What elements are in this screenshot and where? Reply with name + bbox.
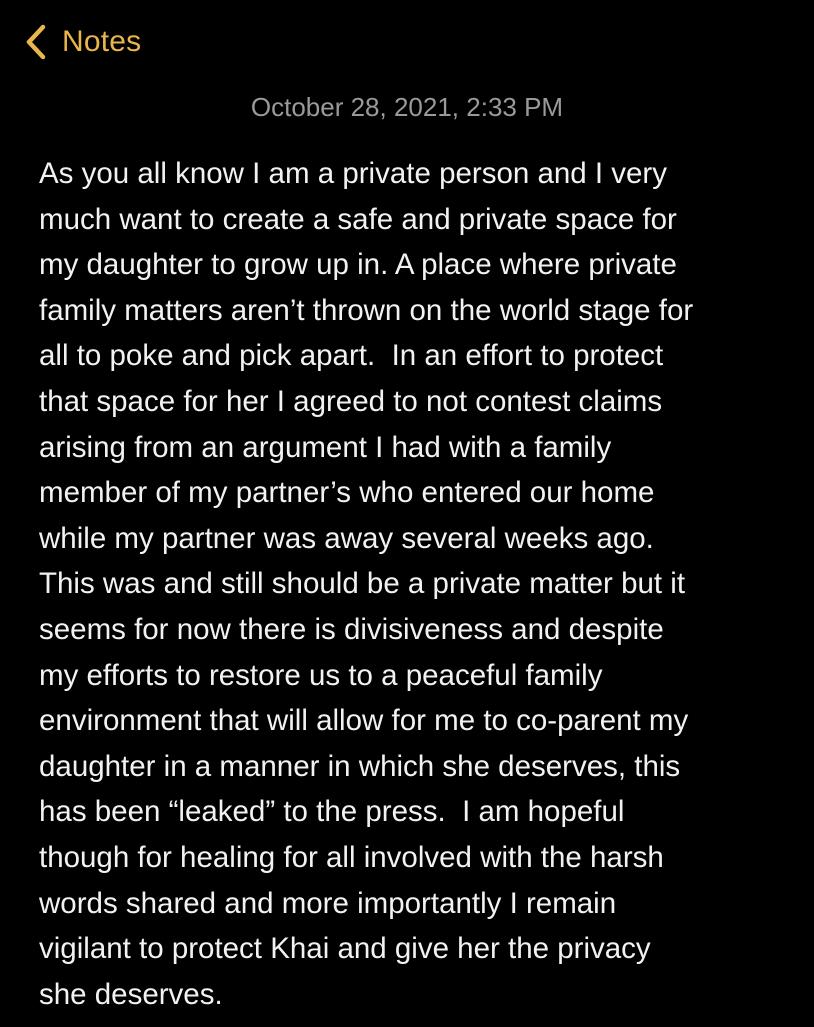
back-button-label: Notes — [62, 25, 142, 58]
note-line: vigilant to protect Khai and give her the privacy — [39, 932, 651, 966]
note-line: that space for her I agreed to not contest claims — [39, 384, 663, 418]
note-line: environment that will allow for me to co-parent my — [39, 704, 689, 738]
note-line: This was and still should be a private matter but it — [39, 567, 686, 601]
note-line: much want to create a safe and private space for — [39, 202, 677, 236]
note-line: my daughter to grow up in. A place where private — [39, 248, 677, 282]
navigation-bar — [0, 0, 814, 84]
note-line: family matters aren’t thrown on the world stage for — [39, 293, 694, 327]
note-line: all to poke and pick apart. In an effort to protect — [39, 339, 664, 373]
note-line: my efforts to restore us to a peaceful family — [39, 658, 603, 692]
note-line: while my partner was away several weeks ago. — [39, 521, 654, 555]
note-line: daughter in a manner in which she deserves, this — [39, 749, 681, 783]
note-line: has been “leaked” to the press. I am hopeful — [39, 795, 625, 829]
note-timestamp: October 28, 2021, 2:33 PM — [250, 92, 564, 122]
note-line: words shared and more importantly I remain — [39, 886, 617, 920]
note-line: seems for now there is divisiveness and despite — [39, 612, 664, 646]
chevron-left-icon — [22, 22, 50, 62]
note-line: As you all know I am a private person and I very — [39, 157, 667, 190]
note-line: member of my partner’s who entered our home — [39, 476, 655, 510]
note-line: she deserves. — [39, 977, 223, 1011]
back-button[interactable] — [22, 22, 141, 62]
note-line: though for healing for all involved with the harsh — [39, 840, 664, 874]
note-body[interactable] — [39, 151, 814, 1017]
note-line: arising from an argument I had with a family — [39, 430, 612, 464]
